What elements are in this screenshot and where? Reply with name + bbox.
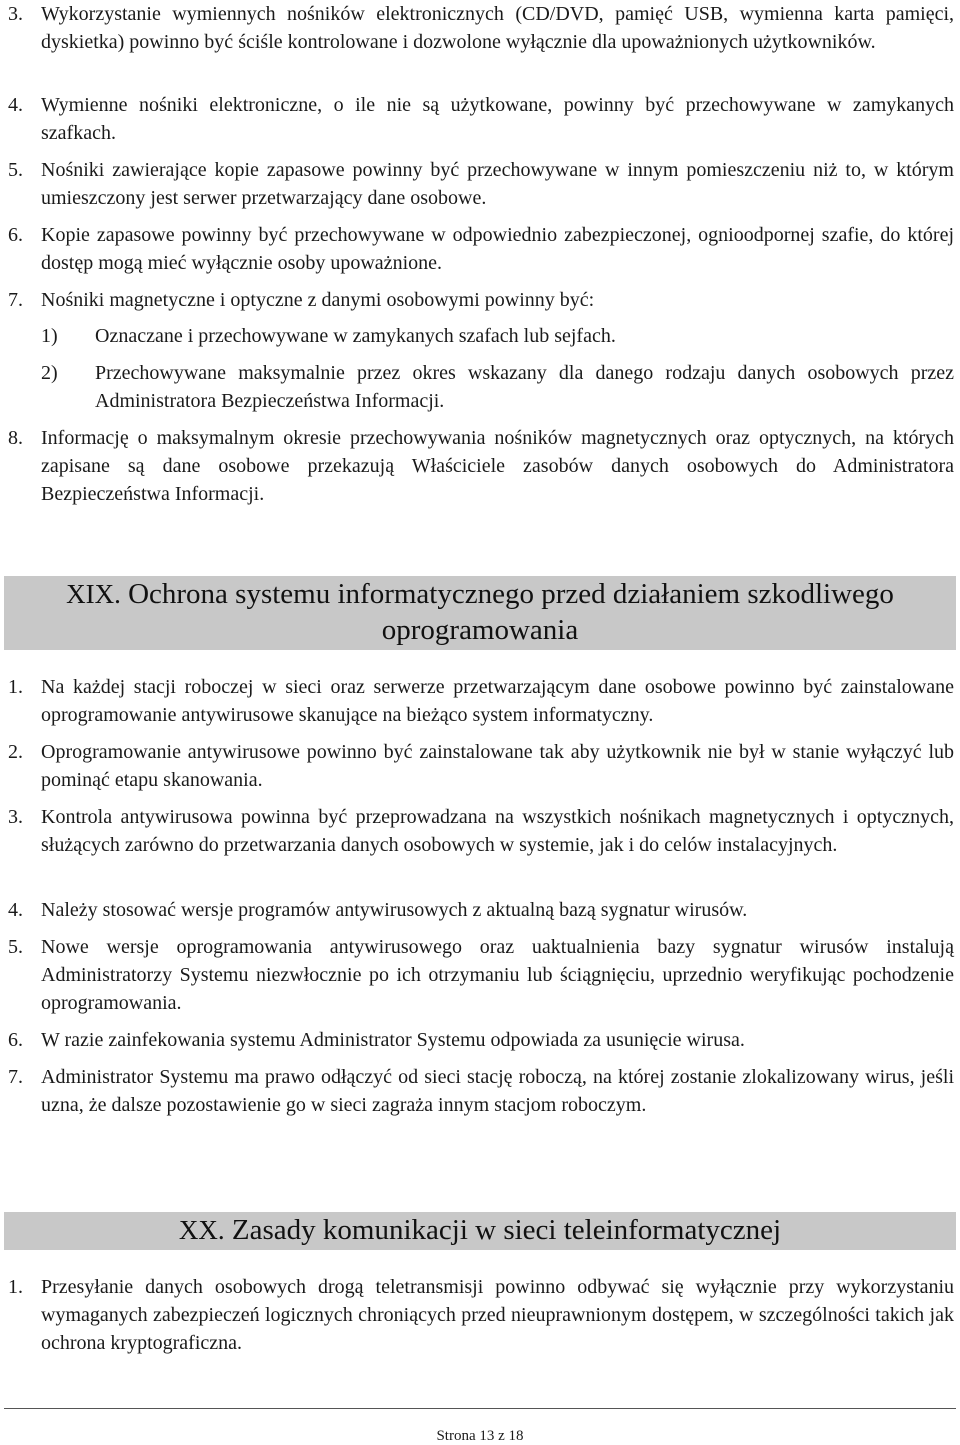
item-text: Wykorzystanie wymiennych nośników elektronicznych (CD/DVD, pamięć USB, wymienna karta pamięci, dyskietka) powinno być ściśle kontrolowane i dozwolone wyłącznie dla upoważnionych użytkowników. [41,3,954,53]
section-title: Zasady komunikacji w sieci teleinformatycznej [231,1214,782,1246]
item-text: Nowe wersje oprogramowania antywirusowego oraz uaktualnienia bazy sygnatur wirusów instalują Administratorzy Systemu niezwłocznie po ich otrzymaniu lub ściągnięciu, uprzednio weryfikując pochodzenie oprogramowania. [41,936,954,1014]
item-number: 6. [8,1029,23,1051]
sub-list-item [8,359,954,415]
list-item [8,91,954,147]
item-number: 6. [8,224,23,246]
item-text: Na każdej stacji roboczej w sieci oraz serwerze przetwarzającym dane osobowe powinno być zainstalowane oprogramowanie antywirusowe skanujące na bieżąco system informatyczny. [41,676,954,726]
item-text: Oznaczane i przechowywane w zamykanych szafach lub sejfach. [95,325,616,347]
item-text: Kopie zapasowe powinny być przechowywane w odpowiednio zabezpieczonej, ognioodpornej szafie, do której dostęp mogą mieć wyłącznie osoby upoważnione. [41,224,954,274]
item-number: 3. [8,3,23,25]
list-item [8,738,954,794]
section-number: XIX. [66,579,121,609]
list-item [8,156,954,212]
item-text: Administrator Systemu ma prawo odłączyć od sieci stację roboczą, na której zostanie zlokalizowany wirus, jeśli uzna, że dalsze pozostawienie go w sieci zagraża innym stacjom roboczym. [41,1066,954,1116]
section-number: XX. [178,1215,225,1245]
item-text: Nośniki zawierające kopie zapasowe powinny być przechowywane w innym pomieszczeniu niż to, w którym umieszczony jest serwer przetwarzający dane osobowe. [41,159,954,209]
item-number: 7. [8,289,23,311]
list-item [8,424,954,508]
item-number: 5. [8,936,23,958]
section-xx-list [8,1273,954,1357]
section-title: Ochrona systemu informatycznego przed działaniem szkodliwego [128,578,894,610]
item-text: Oprogramowanie antywirusowe powinno być zainstalowane tak aby użytkownik nie był w stanie wyłączyć lub pominąć etapu skanowania. [41,741,954,791]
list-item [8,1026,954,1054]
top-list [8,0,954,508]
item-text: Przechowywane maksymalnie przez okres wskazany dla danego rodzaju danych osobowych przez Administratora Bezpieczeństwa Informacji. [95,362,954,412]
list-item [8,673,954,729]
list-item [8,0,954,84]
list-item [8,896,954,924]
item-number: 4. [8,899,23,921]
list-item [8,221,954,277]
item-number: 2. [8,741,23,763]
item-number: 1) [41,325,58,347]
section-heading-xx [4,1212,956,1250]
item-text: Przesyłanie danych osobowych drogą teletransmisji powinno odbywać się wyłącznie przy wykorzystaniu wymaganych zabezpieczeń logicznych chroniących przed nieuprawnionym dostępem, w szczególności takich jak ochrona kryptograficzna. [41,1276,954,1354]
item-number: 1. [8,676,23,698]
item-number: 8. [8,427,23,449]
item-text: Kontrola antywirusowa powinna być przeprowadzana na wszystkich nośnikach magnetycznych i optycznych, służących zarówno do przetwarzania danych osobowych w systemie, jak i do celów instalacyjnych. [41,806,954,856]
list-item [8,286,954,314]
item-text: W razie zainfekowania systemu Administrator Systemu odpowiada za usunięcie wirusa. [41,1029,745,1051]
list-item [8,803,954,887]
item-number: 7. [8,1066,23,1088]
list-item [8,1063,954,1147]
list-item [8,933,954,1017]
item-number: 5. [8,159,23,181]
sub-list-item [8,322,954,350]
item-number: 4. [8,94,23,116]
item-text: Informację o maksymalnym okresie przechowywania nośników magnetycznych oraz optycznych, na których zapisane są dane osobowe przekazują Właściciele zasobów danych osobowych do Administratora Bezpieczeństwa Informacji. [41,427,954,505]
item-text: Należy stosować wersje programów antywirusowych z aktualną bazą sygnatur wirusów. [41,899,748,921]
item-number: 2) [41,362,58,384]
item-text: Nośniki magnetyczne i optyczne z danymi osobowymi powinny być: [41,289,595,311]
footer-divider [4,1408,956,1409]
item-number: 3. [8,806,23,828]
section-title-continued: oprogramowania [381,614,579,646]
page-footer: Strona 13 z 18 [436,1428,524,1444]
item-text: Wymienne nośniki elektroniczne, o ile nie są użytkowane, powinny być przechowywane w zamykanych szafkach. [41,94,954,144]
list-item [8,1273,954,1357]
section-heading-xix [4,576,956,650]
section-xix-list [8,673,954,1147]
item-number: 1. [8,1276,23,1298]
